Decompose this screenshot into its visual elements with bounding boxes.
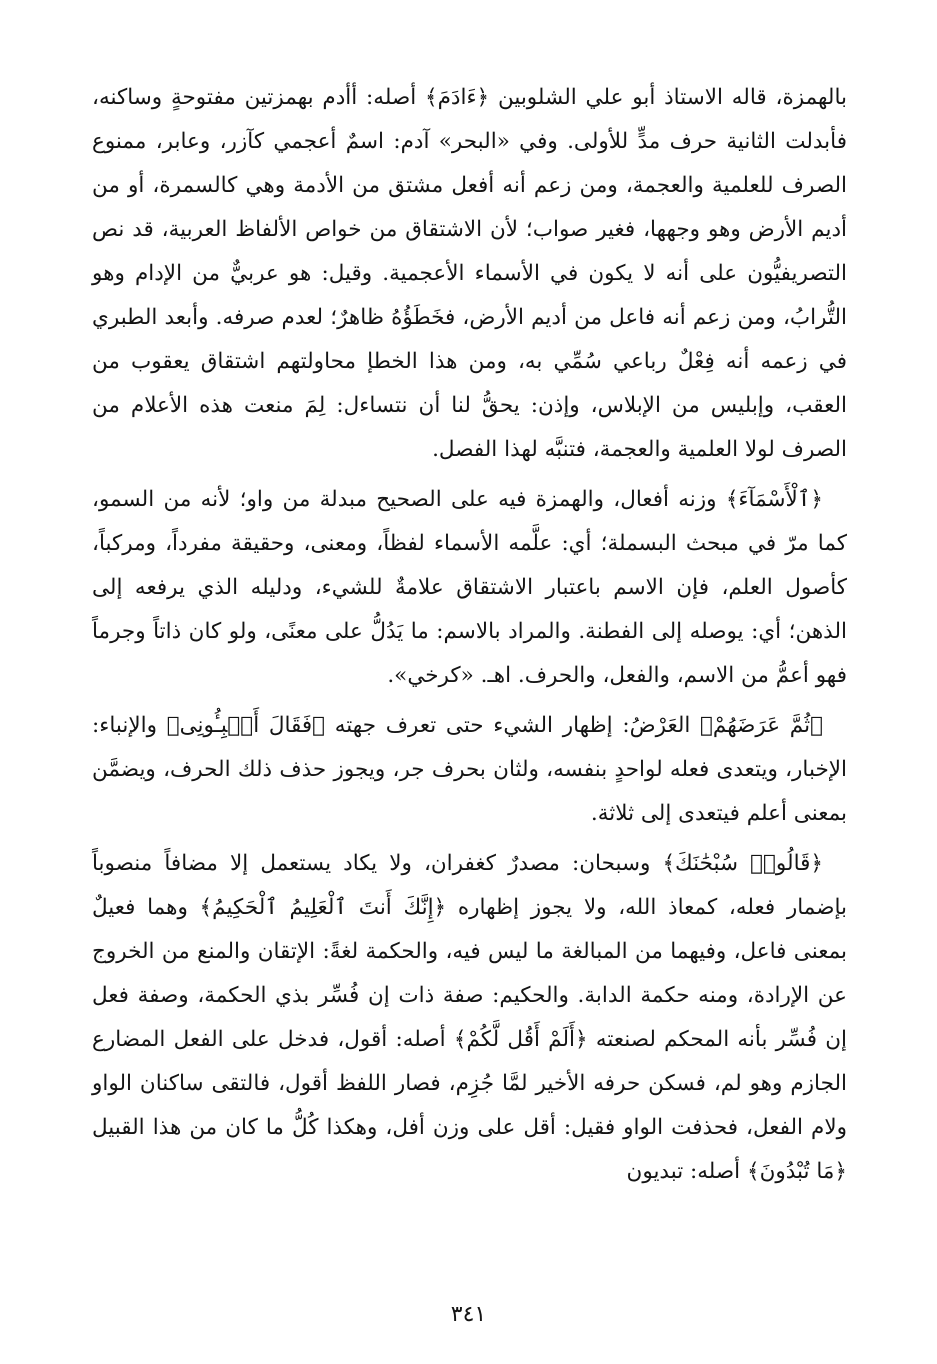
main-text <box>92 76 847 1194</box>
paragraph-aradahum: ﴿ثُمَّ عَرَضَهُمْ﴾ العَرْضُ: إظهار الشيء حتى تعرف جهته ﴿فَقَالَ أَنۢبِـُٔونِى﴾ والإنباء: الإخبار، ويتعدى فعله لواحدٍ بنفسه، ولثان بحرف جر، ويجوز حذف ذلك الحرف، ويضمَّن بمعنى أعلم فيتعدى إلى ثلاثة. <box>92 713 847 826</box>
paragraph-asmaa: ﴿ٱلْأَسْمَآءَ﴾ وزنه أفعال، والهمزة فيه على الصحيح مبدلة من واو؛ لأنه من السمو، كما مرّ في مبحث البسملة؛ أي: علَّمه الأسماء لفظاً، ومعنى، وحقيقة مفرداً، ومركباً، كأصول العلم، فإن الاسم باعتبار الاشتقاق علامةٌ للشيء، ودليله الذي يرفعه إلى الذهن؛ أي: يوصله إلى الفطنة. والمراد بالاسم: ما يَدُلُّ على معنًى، ولو كان ذاتاً وجرماً فهو أعمُّ من الاسم، والفعل، والحرف. اهـ. «كرخي». <box>92 487 847 688</box>
page-number: ٣٤١ <box>450 1302 487 1327</box>
paragraph-subhanak: ﴿قَالُوا۟ سُبْحَٰنَكَ﴾ وسبحان: مصدرٌ كغفران، ولا يكاد يستعمل إلا مضافاً منصوباً بإضمار فعله، كمعاذ الله، ولا يجوز إظهاره ﴿إِنَّكَ أَنتَ ٱلْعَلِيمُ ٱلْحَكِيمُ﴾ وهما فعيلٌ بمعنى فاعل، وفيهما من المبالغة ما ليس فيه، والحكمة لغةً: الإتقان والمنع من الخروج عن الإرادة، ومنه حكمة الدابة. والحكيم: صفة ذات إن فُسِّر بذي الحكمة، وصفة فعل إن فُسِّر بأنه المحكم لصنعته ﴿أَلَمْ أَقُل لَّكُمْ﴾ أصله: أقول، فدخل على الفعل المضارع الجازم وهو لم، فسكن حرفه الأخير لمَّا جُزِم، فصار اللفظ أقول، فالتقى ساكنان الواو ولام الفعل، فحذفت الواو فقيل: أقل على وزن أفل، وهكذا كُلُّ ما كان من هذا القبيل ﴿مَا تُبْدُونَ﴾ أصله: تبديون <box>92 851 847 1184</box>
paragraph-adam: بالهمزة، قاله الاستاذ أبو علي الشلوبين ﴿ءَادَمَ﴾ أصله: أأدم بهمزتين مفتوحةٍ وساكنه، فأبدلت الثانية حرف مدٍّ للأولى. وفي «البحر» آدم: اسمٌ أعجمي كآزر، وعابر، ممنوع الصرف للعلمية والعجمة، ومن زعم أنه أفعل مشتق من الأدمة وهي كالسمرة، أو من أديم الأرض وهو وجهها، فغير صواب؛ لأن الاشتقاق من خواص الألفاظ العربية، قد نص التصريفيُّون على أنه لا يكون في الأسماء الأعجمية. وقيل: هو عربيٌّ من الإدام وهو التُّرابُ، ومن زعم أنه فاعل من أديم الأرض، فخَطَؤُهُ ظاهرٌ؛ لعدم صرفه. وأبعد الطبري في زعمه أنه فِعْلٌ رباعي سُمِّي به، ومن هذا الخطإ محاولتهم اشتقاق يعقوب من العقب، وإبليس من الإبلاس، وإذن: يحقُّ لنا أن نتساءل: لِمَ منعت هذه الأعلام من الصرف لولا العلمية والعجمة، فتنبَّه لهذا الفصل. <box>92 85 847 462</box>
